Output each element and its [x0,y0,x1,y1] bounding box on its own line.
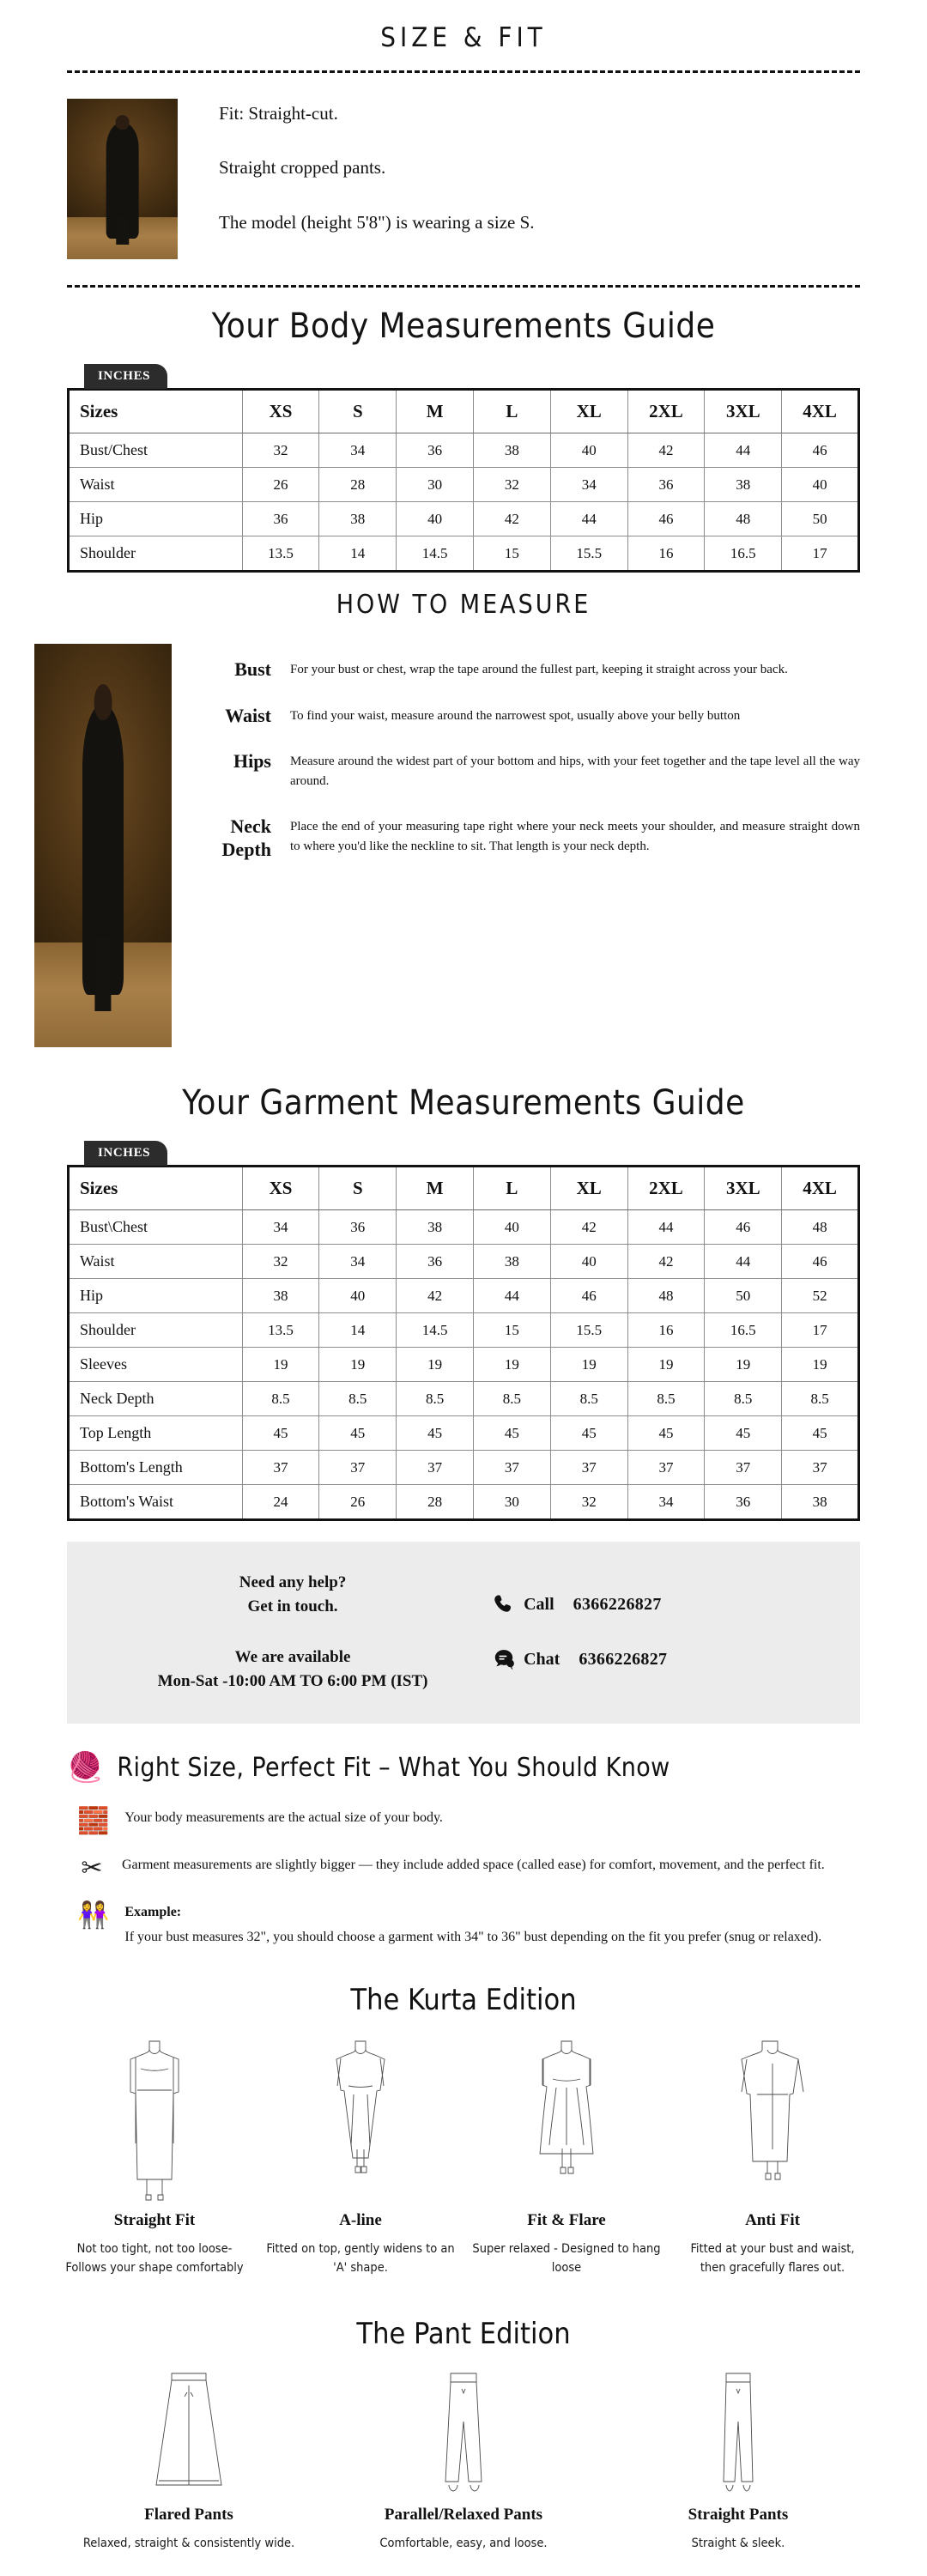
kurta-name: Straight Fit [113,2210,196,2229]
cell: 46 [705,1210,782,1245]
cell: 19 [242,1348,319,1382]
straight-fit-kurta-sketch [58,2034,251,2203]
kurta-desc: Fitted at your bust and waist, then gracefully flares out. [690,2241,855,2275]
kurta-card-fit-and-flare [464,2034,670,2278]
fit-line-2: Straight cropped pants. [219,157,386,179]
measuring-tape-icon: 🧶 [67,1751,104,1784]
cell: 8.5 [705,1382,782,1416]
help-right-contacts [484,1571,826,1693]
table-row [69,536,859,572]
pant-desc: Relaxed, straight & consistently wide. [82,2537,295,2551]
body-guide-title: Your Body Measurements Guide [211,306,716,346]
row-label: Neck Depth [69,1382,243,1416]
cell: 46 [627,502,705,536]
cell: 38 [474,1245,551,1279]
phone-icon [493,1593,515,1615]
cell: 48 [627,1279,705,1313]
cell: 15.5 [550,536,627,572]
parallel-relaxed-pants-sketch [333,2368,594,2497]
fit-and-flare-kurta-sketch [470,2034,663,2203]
cell: 37 [242,1451,319,1485]
cell: 28 [319,468,397,502]
row-label: Shoulder [69,1313,243,1348]
col-header: 2XL [627,1167,705,1210]
chat-row[interactable] [493,1648,826,1670]
cell: 16.5 [705,1313,782,1348]
cell: 34 [550,468,627,502]
cell: 14 [319,536,397,572]
row-label: Hip [69,502,243,536]
kurta-desc: Super relaxed - Designed to hang loose [472,2241,661,2275]
anti-fit-kurta-sketch [676,2034,869,2203]
cell: 8.5 [550,1382,627,1416]
kurta-desc: Not too tight, not too loose-Follows your shape comfortably [65,2241,244,2275]
body-measurements-table [67,388,860,573]
pant-name: Parallel/Relaxed Pants [384,2506,543,2524]
cell: 37 [319,1451,397,1485]
cell: 32 [474,468,551,502]
table-row [69,502,859,536]
col-header: 4XL [782,1167,859,1210]
cell: 37 [782,1451,859,1485]
how-to-measure-block [0,628,927,1064]
col-header: XS [242,390,319,433]
cell: 8.5 [319,1382,397,1416]
pant-name: Straight Pants [688,2506,789,2524]
kurta-card-anti-fit [670,2034,876,2278]
col-header: M [397,1167,474,1210]
pant-card-parallel-relaxed [326,2368,601,2554]
pant-card-flared [52,2368,326,2554]
col-header: 3XL [705,390,782,433]
col-header: 2XL [627,390,705,433]
right-size-point-text: Garment measurements are slightly bigger — they include added space (called ease) for comfort, movement, and the perfect fit. [122,1858,825,1873]
cell: 26 [319,1485,397,1520]
cell: 34 [319,1245,397,1279]
call-number[interactable]: 6366226827 [573,1594,662,1614]
cell: 14 [319,1313,397,1348]
cell: 36 [397,433,474,468]
cell: 38 [474,433,551,468]
cell: 16 [627,536,705,572]
row-label: Hip [69,1279,243,1313]
cell: 19 [705,1348,782,1382]
right-size-point-text: Your body measurements are the actual size of your body. [124,1810,443,1826]
cell: 45 [474,1416,551,1451]
cell: 42 [550,1210,627,1245]
how-to-measure-title: HOW TO MEASURE [336,590,591,620]
col-header: Sizes [69,1167,243,1210]
measure-desc: Measure around the widest part of your bottom and hips, with your feet together and the tape level all the way around. [290,755,860,789]
cell: 52 [782,1279,859,1313]
chat-icon [493,1648,515,1670]
kurta-desc: Fitted on top, gently widens to an 'A' shape. [266,2241,455,2275]
right-size-point-2 [0,1835,927,1882]
cell: 37 [627,1451,705,1485]
cell: 19 [319,1348,397,1382]
table-row [69,1416,859,1451]
cell: 17 [782,1313,859,1348]
cell: 42 [627,433,705,468]
cell: 13.5 [242,536,319,572]
cell: 46 [550,1279,627,1313]
cell: 37 [474,1451,551,1485]
help-contact-box [67,1542,860,1724]
table-row [69,1313,859,1348]
col-header: M [397,390,474,433]
cell: 40 [319,1279,397,1313]
measure-label: Bust [234,658,271,680]
tape-around-waist-icon: 🧱 [77,1807,110,1836]
table-row [69,433,859,468]
measure-desc: Place the end of your measuring tape right where your neck meets your shoulder, and measure straight down to where you'd like the neckline to sit. That length is your neck depth. [290,819,860,853]
cell: 38 [397,1210,474,1245]
cell: 19 [397,1348,474,1382]
col-header: S [319,390,397,433]
cell: 17 [782,536,859,572]
row-label: Waist [69,468,243,502]
cell: 46 [782,1245,859,1279]
cell: 42 [627,1245,705,1279]
fit-line-3: The model (height 5'8") is wearing a size S. [219,211,535,233]
measure-item-hips [189,749,860,792]
cell: 30 [474,1485,551,1520]
kurta-edition-title: The Kurta Edition [350,1982,577,2017]
pant-edition-title: The Pant Edition [356,2317,571,2352]
row-label: Bust/Chest [69,433,243,468]
table-row [69,1485,859,1520]
table-row [69,1245,859,1279]
cell: 14.5 [397,1313,474,1348]
cell: 44 [705,1245,782,1279]
cell: 44 [705,433,782,468]
cell: 13.5 [242,1313,319,1348]
straight-pants-sketch [608,2368,869,2497]
cell: 8.5 [242,1382,319,1416]
col-header: 4XL [782,390,859,433]
cell: 36 [319,1210,397,1245]
cell: 40 [474,1210,551,1245]
col-header: L [474,390,551,433]
cell: 32 [242,433,319,468]
cell: 38 [705,468,782,502]
table-row [69,1348,859,1382]
body-unit-tag: INCHES [84,364,167,389]
cell: 45 [550,1416,627,1451]
cell: 42 [474,502,551,536]
kurta-card-straight-fit [52,2034,258,2278]
cell: 16.5 [705,536,782,572]
cell: 36 [627,468,705,502]
cell: 8.5 [397,1382,474,1416]
table-header-row [69,390,859,433]
cell: 15.5 [550,1313,627,1348]
row-label: Shoulder [69,536,243,572]
cell: 46 [782,433,859,468]
cell: 14.5 [397,536,474,572]
cell: 40 [397,502,474,536]
cell: 15 [474,1313,551,1348]
help-left-text [101,1571,484,1693]
row-label: Bottom's Length [69,1451,243,1485]
col-header: S [319,1167,397,1210]
cell: 48 [705,502,782,536]
cell: 45 [397,1416,474,1451]
call-label: Call [524,1594,554,1614]
cell: 48 [782,1210,859,1245]
cell: 8.5 [627,1382,705,1416]
kurta-name: Fit & Flare [527,2210,606,2229]
cell: 45 [319,1416,397,1451]
model-photo-small [67,99,178,259]
a-line-kurta-sketch [264,2034,457,2203]
pant-name: Flared Pants [144,2506,233,2524]
cell: 16 [627,1313,705,1348]
page-title: SIZE & FIT [380,22,547,53]
cell: 44 [627,1210,705,1245]
cell: 32 [550,1485,627,1520]
cell: 34 [627,1485,705,1520]
garment-guide-title: Your Garment Measurements Guide [182,1083,745,1123]
cell: 34 [242,1210,319,1245]
availability-line-1: We are available [234,1648,351,1667]
body-table-wrap [0,358,927,573]
chat-label: Chat [524,1649,560,1669]
right-size-example [0,1882,927,1949]
cell: 40 [550,433,627,468]
cell: 37 [397,1451,474,1485]
cell: 45 [705,1416,782,1451]
model-photo-large [34,644,172,1047]
cell: 37 [705,1451,782,1485]
pant-edition-grid [0,2356,927,2559]
col-header: XS [242,1167,319,1210]
cell: 45 [242,1416,319,1451]
cell: 40 [782,468,859,502]
measure-item-bust [189,658,860,682]
cell: 37 [550,1451,627,1485]
garment-unit-tag: INCHES [84,1141,167,1166]
cell: 8.5 [782,1382,859,1416]
col-header: 3XL [705,1167,782,1210]
table-row [69,1451,859,1485]
cell: 32 [242,1245,319,1279]
cell: 50 [782,502,859,536]
kurta-name: A-line [339,2210,382,2229]
cell: 42 [397,1279,474,1313]
measure-item-neck-depth [189,815,860,862]
example-text: If your bust measures 32", you should choose a garment with 34" to 36" bust depending on the fit you prefer (snug or relaxed). [124,1929,822,1944]
cell: 19 [474,1348,551,1382]
cell: 45 [627,1416,705,1451]
table-row [69,1210,859,1245]
row-label: Bottom's Waist [69,1485,243,1520]
cell: 34 [319,433,397,468]
cell: 36 [705,1485,782,1520]
cell: 38 [319,502,397,536]
row-label: Waist [69,1245,243,1279]
table-header-row [69,1167,859,1210]
table-row [69,1382,859,1416]
cell: 36 [397,1245,474,1279]
cell: 40 [550,1245,627,1279]
right-size-header [0,1724,927,1788]
flared-pants-sketch [58,2368,319,2497]
kurta-card-a-line [258,2034,464,2278]
col-header: L [474,1167,551,1210]
pant-desc: Straight & sleek. [691,2537,785,2551]
cell: 30 [397,468,474,502]
measure-label: Neck Depth [221,815,271,860]
fit-description [219,99,535,234]
row-label: Top Length [69,1416,243,1451]
pant-card-straight [601,2368,876,2554]
right-size-title: Right Size, Perfect Fit – What You Should Know [117,1753,670,1784]
table-row [69,1279,859,1313]
need-help-line-1: Need any help? [239,1573,347,1591]
mannequin-fitting-icon: 👭 [77,1901,110,1930]
need-help-line-2: Get in touch. [247,1597,338,1615]
pant-desc: Comfortable, easy, and loose. [379,2537,548,2551]
col-header: XL [550,390,627,433]
measure-item-waist [189,704,860,728]
table-row [69,468,859,502]
measure-desc: To find your waist, measure around the narrowest spot, usually above your belly button [290,708,741,723]
cell: 8.5 [474,1382,551,1416]
row-label: Bust\Chest [69,1210,243,1245]
measure-label: Hips [233,750,271,772]
cell: 45 [782,1416,859,1451]
garment-table-wrap [0,1135,927,1521]
tailor-measuring-icon: ✂ [81,1854,103,1883]
cell: 19 [627,1348,705,1382]
kurta-edition-grid [0,2022,927,2283]
availability-line-2: Mon-Sat -10:00 AM TO 6:00 PM (IST) [157,1671,428,1690]
chat-number[interactable]: 6366226827 [579,1649,668,1669]
row-label: Sleeves [69,1348,243,1382]
cell: 44 [474,1279,551,1313]
fit-line-1: Fit: Straight-cut. [219,103,338,124]
garment-measurements-table [67,1165,860,1521]
fit-summary-block [0,73,927,278]
cell: 28 [397,1485,474,1520]
cell: 19 [782,1348,859,1382]
cell: 38 [782,1485,859,1520]
measure-label: Waist [225,704,271,726]
cell: 15 [474,536,551,572]
right-size-point-1 [0,1788,927,1835]
col-header: XL [550,1167,627,1210]
cell: 24 [242,1485,319,1520]
cell: 38 [242,1279,319,1313]
kurta-name: Anti Fit [745,2210,800,2229]
cell: 26 [242,468,319,502]
col-header: Sizes [69,390,243,433]
cell: 36 [242,502,319,536]
cell: 44 [550,502,627,536]
cell: 19 [550,1348,627,1382]
measure-desc: For your bust or chest, wrap the tape around the fullest part, keeping it straight across your back. [290,663,788,676]
call-row[interactable] [493,1593,826,1615]
cell: 50 [705,1279,782,1313]
example-heading: Example: [124,1905,182,1920]
